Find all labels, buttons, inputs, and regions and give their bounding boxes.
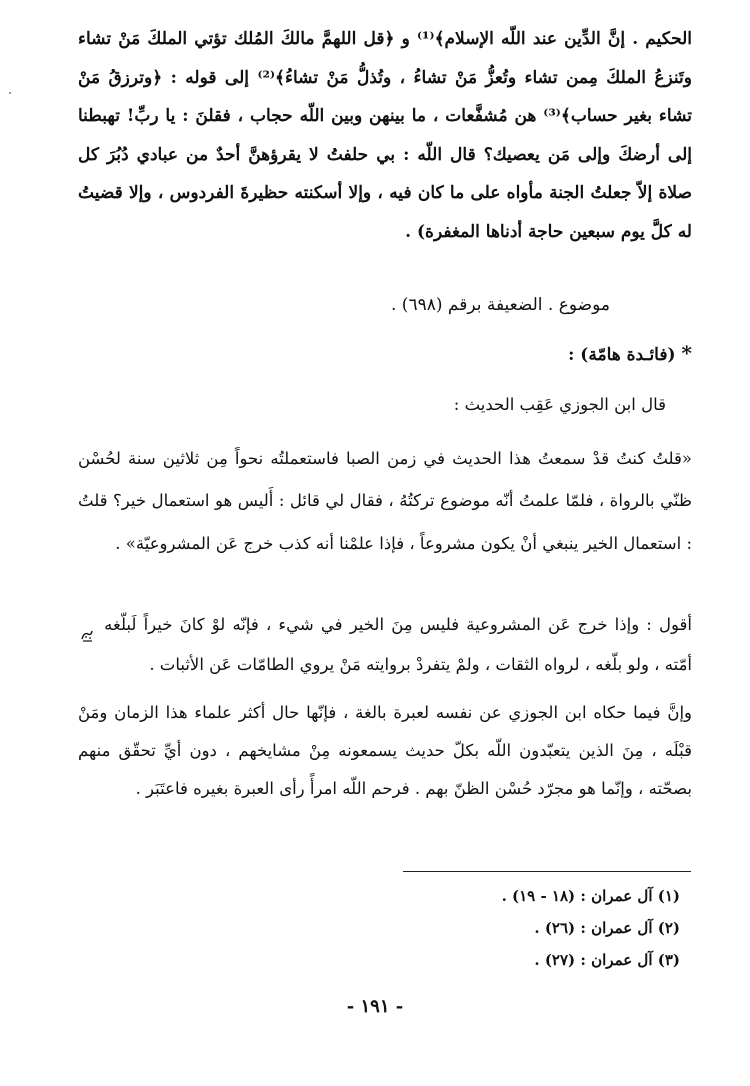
closing-paragraph: وإنَّ فيما حكاه ابن الجوزي عن نفسه لعبرة بالغة ، فإنّها حال أكثر علماء هذا الزمان ومَنْ قبْلَه ، مِنَ الذين يتعبّدون اللّه بكلّ حديث يسمعونه مِنْ مشايخهم ، دون أيِّ تحقّق منهم بصحّته ، وإنّما هو مجرّد حُسْن الظنّ بهم . فرحم اللّه امرأً رأى العبرة بغيره فاعتَبَر . (78, 703, 692, 798)
hadith-paragraph: الحكيم . إنَّ الدِّين عند اللّه الإسلام﴾⁽¹⁾ و ﴿قل اللهمَّ مالكَ المُلك تؤتي الملكَ مَنْ تشاء وتَنزعُ الملكَ مِمن تشاء وتُعزُّ مَنْ تشاءُ ، وتُذلُّ مَنْ تشاءُ﴾⁽²⁾ إلى قوله : ﴿وترزقُ مَنْ تشاء بغير حساب﴾⁽³⁾ هن مُشفَّعات ، ما بينهن وبين اللّه حجاب ، فقلنَ : يا ربِّ! تهبطنا إلى أرضكَ وإلى مَن يعصيك؟ قال اللّه : بي حلفتُ لا يقرؤهنَّ أحدٌ من عبادي دُبُرَ كل صلاة إلاّ جعلتُ الجنة مأواه على ما كان فيه ، وإلا أسكنته حظيرةَ الفردوس ، وإلا قضيتُ له كلَّ يوم سبعين حاجة أدناها المغفرة) . (78, 29, 692, 242)
commentary-text-before: أقول : وإذا خرج عَن المشروعية فليس مِنَ الخير في شيء ، فإنّه لوْ كانَ خيراً لَبلّغه (104, 615, 693, 634)
footnote-2: (٢) آل عمران : (٢٦) . (534, 919, 680, 937)
footnotes (360, 880, 680, 976)
commentary-text-after: أمّته ، ولو بلّغه ، لرواه الثقات ، ولمْ يتفردْ بروايته مَنْ يروي الطامّات عَن الأثبات . (149, 655, 692, 674)
scan-speck (9, 92, 11, 94)
section-heading (292, 338, 692, 370)
footnote-divider (403, 871, 691, 872)
commentary-paragraph (78, 605, 692, 685)
page-number: - ١٩١ - (346, 996, 404, 1017)
section-heading-text: (فائـدة هامّة) : (568, 345, 676, 365)
intro-line: قال ابن الجوزي عَقِب الحديث : (453, 395, 666, 414)
asterisk-icon: * (681, 341, 692, 365)
salla-honorific-icon (80, 618, 95, 633)
grading-line: موضوع . الضعيفة برقم (٦٩٨) . (390, 295, 610, 315)
ibn-al-jawzi-quote-paragraph: «قلتُ كنتُ قدْ سمعتُ هذا الحديث في زمن الصبا فاستعملتُه نحواً مِن ثلاثين سنة لحُسْن ظنّي بالرواة ، فلمّا علمتُ أنّه موضوع تركتُهُ ، فقال لي قائل : أَليس هو استعمال خير؟ قلتُ : استعمال الخير ينبغي أنْ يكون مشروعاً ، فإذا علمْنا أنه كذب خرج عَن المشروعيّة» . (78, 449, 692, 553)
footnote-3: (٣) آل عمران : (٢٧) . (534, 951, 680, 969)
footnote-1: (١) آل عمران : (١٨ - ١٩) . (501, 887, 680, 905)
